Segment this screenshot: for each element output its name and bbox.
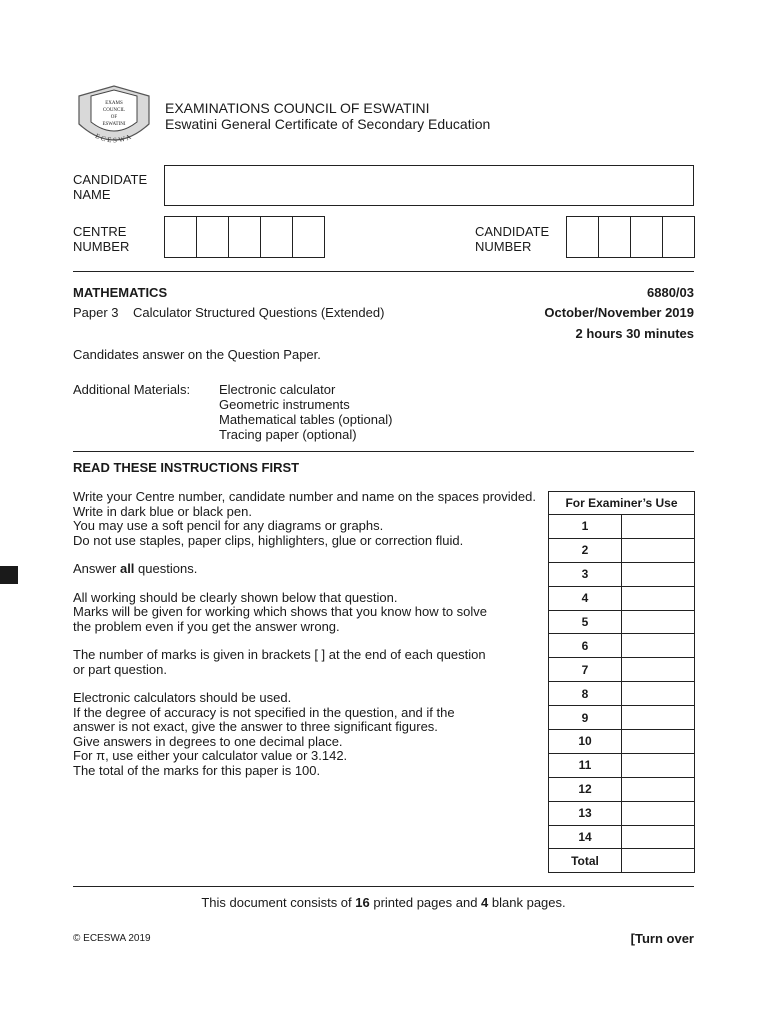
divider (73, 451, 694, 452)
candidate-name-field[interactable] (164, 165, 694, 206)
instruction-line: Do not use staples, paper clips, highlighters, glue or correction fluid. (73, 532, 464, 548)
candidate-name-label: CANDIDATE NAME (73, 172, 148, 202)
instruction-paragraph (73, 691, 543, 778)
paper-description: Paper 3 Calculator Structured Questions (Extended) (73, 305, 385, 320)
table-row (549, 634, 695, 658)
instruction-line: answer is not exact, give the answer to three significant figures. (73, 719, 438, 734)
question-number: 13 (549, 801, 622, 825)
total-label: Total (549, 849, 622, 873)
svg-text:ESWATINI: ESWATINI (102, 122, 126, 127)
instruction-line: The total of the marks for this paper is 100. (73, 762, 321, 778)
divider (73, 271, 694, 272)
turn-over: [Turn over (630, 931, 694, 946)
table-row (549, 849, 695, 873)
table-row (549, 562, 695, 586)
question-number: 5 (549, 610, 622, 634)
centre-digit-box[interactable] (197, 217, 229, 257)
svg-text:COUNCIL: COUNCIL (102, 108, 126, 113)
examiner-use-heading: For Examiner’s Use (549, 492, 695, 515)
instruction-line: The number of marks is given in brackets [ ] at the end of each question (73, 647, 486, 662)
material-item: Tracing paper (optional) (219, 427, 357, 442)
question-number: 3 (549, 562, 622, 586)
question-number: 4 (549, 586, 622, 610)
divider (73, 886, 694, 887)
paper-code: 6880/03 (647, 285, 694, 300)
instruction-paragraph (73, 562, 543, 577)
instruction-line: the problem even if you get the answer wrong. (73, 618, 340, 634)
instruction-line: You may use a soft pencil for any diagrams or graphs. (73, 518, 384, 533)
question-number: 10 (549, 730, 622, 754)
question-number: 8 (549, 682, 622, 706)
instruction-paragraph (73, 591, 543, 635)
question-number: 11 (549, 753, 622, 777)
total-mark-cell[interactable] (622, 849, 695, 873)
council-name: EXAMINATIONS COUNCIL OF ESWATINI (165, 100, 430, 116)
mark-cell[interactable] (622, 777, 695, 801)
material-item: Mathematical tables (optional) (219, 412, 393, 427)
svg-text:EXAMS: EXAMS (105, 101, 123, 106)
candidate-number-field[interactable] (566, 216, 695, 258)
question-number: 6 (549, 634, 622, 658)
instruction-line: or part question. (73, 661, 167, 677)
candidate-number-label: CANDIDATE NUMBER (475, 224, 550, 254)
question-number: 7 (549, 658, 622, 682)
table-row (549, 753, 695, 777)
page-edge-marker (0, 566, 18, 584)
instruction-line: All working should be clearly shown below that question. (73, 589, 398, 605)
instruction-line: For π, use either your calculator value or 3.142. (73, 748, 348, 763)
additional-materials-list (219, 382, 392, 442)
table-row (549, 825, 695, 849)
mark-cell[interactable] (622, 586, 695, 610)
table-row (549, 515, 695, 539)
mark-cell[interactable] (622, 801, 695, 825)
candidate-digit-box[interactable] (663, 217, 694, 257)
candidates-answer-note: Candidates answer on the Question Paper. (73, 347, 321, 362)
eceswa-logo (73, 82, 155, 150)
material-item: Electronic calculator (219, 382, 336, 397)
centre-digit-box[interactable] (229, 217, 261, 257)
table-row (549, 610, 695, 634)
mark-cell[interactable] (622, 658, 695, 682)
instructions-body (73, 490, 543, 792)
instruction-line: Write in dark blue or black pen. (73, 503, 252, 519)
material-item: Geometric instruments (219, 397, 350, 412)
svg-text:ECESWA: ECESWA (93, 132, 135, 145)
mark-cell[interactable] (622, 706, 695, 730)
examiner-use-table (548, 491, 695, 873)
table-row (549, 586, 695, 610)
subject-title: MATHEMATICS (73, 285, 168, 300)
candidate-digit-box[interactable] (631, 217, 663, 257)
table-row (549, 658, 695, 682)
question-number: 1 (549, 515, 622, 539)
table-row (549, 706, 695, 730)
centre-number-field[interactable] (164, 216, 325, 258)
mark-cell[interactable] (622, 825, 695, 849)
mark-cell[interactable] (622, 753, 695, 777)
mark-cell[interactable] (622, 634, 695, 658)
instruction-line: Answer all questions. (73, 561, 198, 576)
centre-digit-box[interactable] (261, 217, 293, 257)
mark-cell[interactable] (622, 515, 695, 539)
instructions-heading: READ THESE INSTRUCTIONS FIRST (73, 460, 300, 475)
svg-text:OF: OF (110, 115, 118, 120)
mark-cell[interactable] (622, 562, 695, 586)
table-row (549, 538, 695, 562)
instruction-line: Give answers in degrees to one decimal place. (73, 733, 343, 749)
table-row (549, 801, 695, 825)
table-row (549, 682, 695, 706)
table-row (549, 730, 695, 754)
instruction-line: Write your Centre number, candidate number and name on the spaces provided. (73, 489, 536, 504)
centre-digit-box[interactable] (293, 217, 324, 257)
exam-session: October/November 2019 (544, 305, 694, 320)
mark-cell[interactable] (622, 682, 695, 706)
instruction-paragraph (73, 490, 543, 548)
mark-cell[interactable] (622, 730, 695, 754)
question-number: 2 (549, 538, 622, 562)
instruction-paragraph (73, 648, 543, 677)
question-number: 14 (549, 825, 622, 849)
table-row (549, 777, 695, 801)
question-number: 12 (549, 777, 622, 801)
question-number: 9 (549, 706, 622, 730)
centre-digit-box[interactable] (165, 217, 197, 257)
exam-duration: 2 hours 30 minutes (575, 326, 694, 341)
mark-cell[interactable] (622, 610, 695, 634)
candidate-digit-box[interactable] (567, 217, 599, 257)
instruction-line: Electronic calculators should be used. (73, 690, 292, 705)
centre-number-label: CENTRE NUMBER (73, 224, 130, 254)
instruction-line: If the degree of accuracy is not specified in the question, and if the (73, 704, 455, 720)
certificate-name: Eswatini General Certificate of Secondary Education (165, 116, 491, 132)
instruction-line: Marks will be given for working which shows that you know how to solve (73, 604, 488, 619)
mark-cell[interactable] (622, 538, 695, 562)
candidate-digit-box[interactable] (599, 217, 631, 257)
page-count-note: This document consists of 16 printed pages and 4 blank pages. (201, 895, 566, 910)
additional-materials-label: Additional Materials: (73, 382, 191, 397)
copyright: © ECESWA 2019 (73, 933, 151, 944)
